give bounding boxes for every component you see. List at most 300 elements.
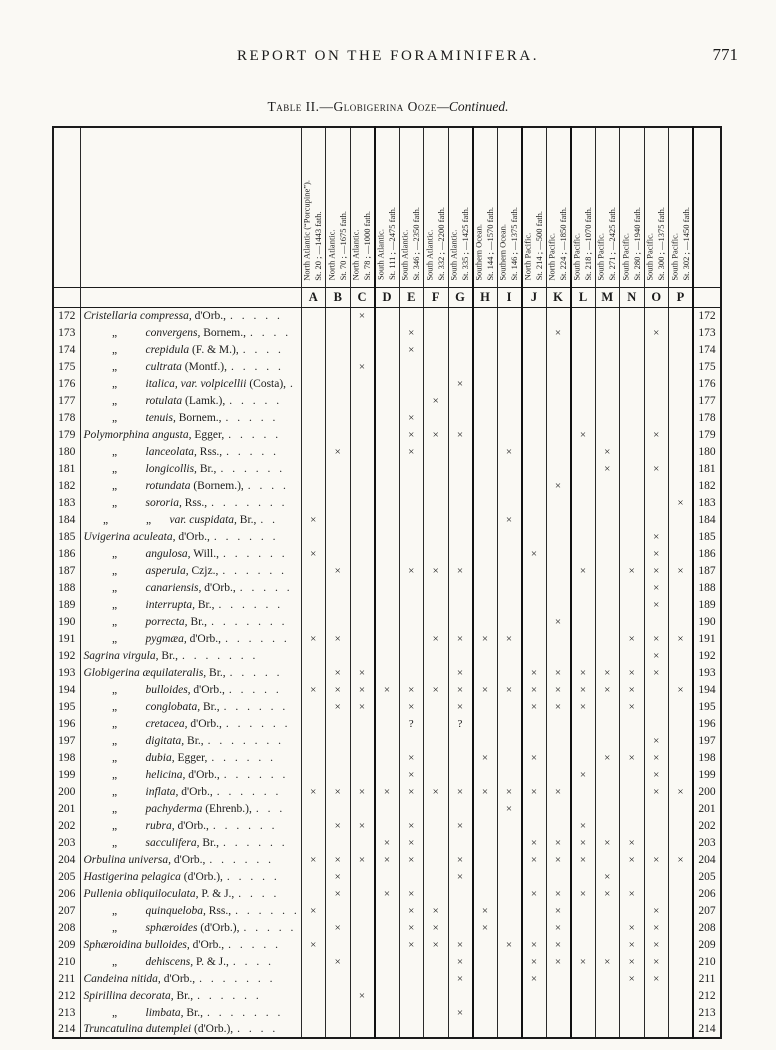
species-authority: (Ehrenb.), xyxy=(205,802,252,815)
occurrence-cell-205-K xyxy=(546,868,571,885)
occurrence-cell-210-P xyxy=(669,953,694,970)
occurrence-cell-202-A xyxy=(301,817,326,834)
station-depth: St. 214 ; —500 fath. xyxy=(534,211,544,281)
occurrence-cell-205-H xyxy=(473,868,498,885)
station-header-A xyxy=(301,127,326,287)
column-letter-B: B xyxy=(326,287,351,307)
occurrence-cell-186-A: × xyxy=(301,545,326,562)
occurrence-cell-208-P xyxy=(669,919,694,936)
occurrence-cell-195-B: × xyxy=(326,698,351,715)
occurrence-cell-189-P xyxy=(669,596,694,613)
occurrence-cell-182-H xyxy=(473,477,498,494)
species-row-183 xyxy=(53,494,721,511)
species-name xyxy=(80,375,301,392)
occurrence-cell-209-C xyxy=(350,936,375,953)
occurrence-cell-190-J xyxy=(522,613,547,630)
occurrence-cell-212-H xyxy=(473,987,498,1004)
species-row-203 xyxy=(53,834,721,851)
occurrence-cell-192-A xyxy=(301,647,326,664)
species-row-172 xyxy=(53,307,721,324)
occurrence-cell-201-A xyxy=(301,800,326,817)
occurrence-cell-175-L xyxy=(571,358,596,375)
occurrence-cell-174-A xyxy=(301,341,326,358)
dot-leader: . . . . . . . xyxy=(199,972,276,985)
occurrence-cell-177-O xyxy=(644,392,669,409)
row-number-left: 203 xyxy=(58,836,76,849)
occurrence-cell-179-P xyxy=(669,426,694,443)
species-name xyxy=(80,477,301,494)
ditto-mark: „ xyxy=(111,836,118,849)
species-authority: d'Orb., xyxy=(173,853,206,866)
row-number-left: 192 xyxy=(58,649,76,662)
rotated-station-label xyxy=(596,207,619,281)
species-epithet: var. cuspidata, xyxy=(169,513,237,526)
species-row-197 xyxy=(53,732,721,749)
dot-leader: . . . . xyxy=(250,326,292,339)
occurrence-cell-194-M: × xyxy=(595,681,620,698)
species-row-204 xyxy=(53,851,721,868)
occurrence-cell-192-H xyxy=(473,647,498,664)
species-name xyxy=(80,800,301,817)
occurrence-cell-174-B xyxy=(326,341,351,358)
occurrence-cell-204-L: × xyxy=(571,851,596,868)
station-depth: St. 280 ; —1940 fath. xyxy=(631,206,642,281)
occurrence-cell-177-C xyxy=(350,392,375,409)
species-authority: d'Orb., xyxy=(188,768,220,781)
occurrence-cell-178-M xyxy=(595,409,620,426)
species-name xyxy=(80,987,301,1004)
occurrence-cell-177-M xyxy=(595,392,620,409)
occurrence-cell-190-M xyxy=(595,613,620,630)
occurrence-cell-195-K: × xyxy=(546,698,571,715)
occurrence-cell-211-D xyxy=(375,970,400,987)
dot-leader: . . . . . . xyxy=(220,462,286,475)
row-number-right: 208 xyxy=(693,919,721,936)
species-authority: (d'Orb.), xyxy=(183,870,223,883)
occurrence-cell-199-I xyxy=(497,766,522,783)
occurrence-cell-177-J xyxy=(522,392,547,409)
species-authority: Br., xyxy=(186,1006,204,1019)
station-header-M xyxy=(595,127,620,287)
occurrence-cell-181-B xyxy=(326,460,351,477)
occurrence-cell-188-G xyxy=(448,579,473,596)
occurrence-cell-174-J xyxy=(522,341,547,358)
column-letter-M: M xyxy=(595,287,620,307)
occurrence-cell-213-J xyxy=(522,1004,547,1021)
column-letter-O: O xyxy=(644,287,669,307)
occurrence-cell-214-K xyxy=(546,1021,571,1038)
occurrence-cell-210-F xyxy=(424,953,449,970)
occurrence-cell-198-I xyxy=(497,749,522,766)
row-number-left: 179 xyxy=(58,428,76,441)
occurrence-cell-194-I: × xyxy=(497,681,522,698)
occurrence-cell-195-A xyxy=(301,698,326,715)
occurrence-cell-210-E xyxy=(399,953,424,970)
occurrence-cell-201-D xyxy=(375,800,400,817)
occurrence-cell-194-J: × xyxy=(522,681,547,698)
occurrence-cell-211-P xyxy=(669,970,694,987)
species-name xyxy=(80,749,301,766)
occurrence-cell-204-K: × xyxy=(546,851,571,868)
station-depth: St. 224 ; —1850 fath. xyxy=(558,206,568,281)
occurrence-cell-205-C xyxy=(350,868,375,885)
species-name xyxy=(80,392,301,409)
row-number-right: 191 xyxy=(693,630,721,647)
occurrence-cell-193-F xyxy=(424,664,449,681)
dot-leader: . . . . . xyxy=(243,921,297,934)
row-number-left: 193 xyxy=(58,666,76,679)
occurrence-cell-174-H xyxy=(473,341,498,358)
species-row-186 xyxy=(53,545,721,562)
column-letter-C: C xyxy=(350,287,375,307)
occurrence-cell-208-M xyxy=(595,919,620,936)
species-epithet: italica, var. volpicellii xyxy=(145,377,247,390)
occurrence-cell-213-M xyxy=(595,1004,620,1021)
row-number-left: 185 xyxy=(58,530,76,543)
occurrence-cell-208-E: × xyxy=(399,919,424,936)
occurrence-cell-201-O xyxy=(644,800,669,817)
species-epithet: cretacea, xyxy=(145,717,188,730)
occurrence-cell-175-O xyxy=(644,358,669,375)
occurrence-cell-180-D xyxy=(375,443,400,460)
occurrence-cell-177-I xyxy=(497,392,522,409)
occurrence-cell-178-P xyxy=(669,409,694,426)
occurrence-cell-210-D xyxy=(375,953,400,970)
occurrence-cell-180-J xyxy=(522,443,547,460)
row-number-left: 202 xyxy=(58,819,76,832)
species-name xyxy=(80,817,301,834)
species-authority: (Montf.), xyxy=(184,360,227,373)
row-number-left: 175 xyxy=(58,360,76,373)
occurrence-cell-177-H xyxy=(473,392,498,409)
occurrence-cell-199-G xyxy=(448,766,473,783)
occurrence-cell-177-A xyxy=(301,392,326,409)
row-number-right: 203 xyxy=(693,834,721,851)
species-name xyxy=(80,307,301,324)
species-authority: Br., xyxy=(203,700,220,713)
row-number-right: 201 xyxy=(693,800,721,817)
occurrence-cell-187-E: × xyxy=(399,562,424,579)
dot-leader: . . . . . xyxy=(226,445,280,458)
occurrence-cell-192-G xyxy=(448,647,473,664)
occurrence-cell-212-M xyxy=(595,987,620,1004)
occurrence-cell-213-I xyxy=(497,1004,522,1021)
species-row-182 xyxy=(53,477,721,494)
occurrence-cell-212-D xyxy=(375,987,400,1004)
occurrence-cell-199-A xyxy=(301,766,326,783)
occurrence-cell-176-D xyxy=(375,375,400,392)
occurrence-cell-206-B: × xyxy=(326,885,351,902)
occurrence-cell-179-O: × xyxy=(644,426,669,443)
station-location: South Pacific. xyxy=(571,232,582,281)
occurrence-cell-183-N xyxy=(620,494,645,511)
occurrence-cell-190-H xyxy=(473,613,498,630)
occurrence-cell-208-L xyxy=(571,919,596,936)
occurrence-cell-212-B xyxy=(326,987,351,1004)
species-authority: Bornem., xyxy=(178,411,222,424)
species-name xyxy=(80,494,301,511)
occurrence-cell-194-B: × xyxy=(326,681,351,698)
species-authority: Rss., xyxy=(199,445,223,458)
occurrence-cell-187-F: × xyxy=(424,562,449,579)
occurrence-cell-191-J xyxy=(522,630,547,647)
occurrence-cell-175-I xyxy=(497,358,522,375)
occurrence-cell-192-E xyxy=(399,647,424,664)
occurrence-cell-209-M xyxy=(595,936,620,953)
occurrence-cell-197-E xyxy=(399,732,424,749)
occurrence-cell-212-E xyxy=(399,987,424,1004)
station-depth: St. 346 ; —2350 fath. xyxy=(411,206,422,281)
occurrence-cell-203-E: × xyxy=(399,834,424,851)
occurrence-cell-180-P xyxy=(669,443,694,460)
occurrence-cell-207-E: × xyxy=(399,902,424,919)
occurrence-cell-172-D xyxy=(375,307,400,324)
occurrence-cell-180-O xyxy=(644,443,669,460)
occurrence-cell-211-K xyxy=(546,970,571,987)
species-authority: (Lamk.), xyxy=(185,394,226,407)
occurrence-cell-196-J xyxy=(522,715,547,732)
species-column-head xyxy=(80,127,301,287)
occurrence-cell-172-G xyxy=(448,307,473,324)
occurrence-cell-191-H: × xyxy=(473,630,498,647)
occurrence-cell-209-I: × xyxy=(497,936,522,953)
occurrence-cell-184-O xyxy=(644,511,669,528)
occurrence-cell-193-A xyxy=(301,664,326,681)
occurrence-cell-190-P xyxy=(669,613,694,630)
row-number-right: 194 xyxy=(693,681,721,698)
occurrence-cell-212-A xyxy=(301,987,326,1004)
occurrence-cell-172-B xyxy=(326,307,351,324)
occurrence-cell-185-L xyxy=(571,528,596,545)
occurrence-cell-190-K: × xyxy=(546,613,571,630)
occurrence-cell-211-M xyxy=(595,970,620,987)
station-depth: St. 335 ; —1425 fath. xyxy=(460,206,470,281)
occurrence-cell-180-M: × xyxy=(595,443,620,460)
occurrence-cell-172-L xyxy=(571,307,596,324)
corner-left xyxy=(53,127,80,287)
occurrence-cell-209-P xyxy=(669,936,694,953)
occurrence-cell-185-A xyxy=(301,528,326,545)
occurrence-cell-203-J: × xyxy=(522,834,547,851)
occurrence-cell-191-M xyxy=(595,630,620,647)
occurrence-cell-187-G: × xyxy=(448,562,473,579)
dot-leader: . . . . . xyxy=(239,581,293,594)
station-header-B xyxy=(326,127,351,287)
occurrence-cell-192-I xyxy=(497,647,522,664)
occurrence-cell-204-F xyxy=(424,851,449,868)
dot-leader: . . . . xyxy=(242,343,284,356)
row-number-right: 211 xyxy=(693,970,721,987)
occurrence-cell-176-H xyxy=(473,375,498,392)
station-location: North Atlantic (“Porcupine”). xyxy=(301,179,312,281)
table-body xyxy=(53,307,721,1038)
occurrence-cell-211-C xyxy=(350,970,375,987)
rotated-station-label xyxy=(620,207,643,281)
occurrence-cell-173-D xyxy=(375,324,400,341)
occurrence-cell-185-F xyxy=(424,528,449,545)
species-name xyxy=(80,902,301,919)
occurrence-cell-197-O: × xyxy=(644,732,669,749)
column-letter-G: G xyxy=(448,287,473,307)
occurrence-cell-196-C xyxy=(350,715,375,732)
occurrence-cell-196-F xyxy=(424,715,449,732)
dot-leader: . . . . . . . xyxy=(207,734,285,747)
occurrence-cell-212-O xyxy=(644,987,669,1004)
species-epithet: rotulata xyxy=(145,394,183,407)
station-location: South Atlantic. xyxy=(424,229,435,281)
table-caption-continued: —Continued. xyxy=(436,99,509,114)
occurrence-cell-177-L xyxy=(571,392,596,409)
occurrence-cell-195-C: × xyxy=(350,698,375,715)
dot-leader: . . . . . . . xyxy=(181,649,259,662)
occurrence-cell-204-A: × xyxy=(301,851,326,868)
species-epithet: Hastigerina pelagica xyxy=(83,870,181,883)
column-letter-N: N xyxy=(620,287,645,307)
occurrence-cell-189-C xyxy=(350,596,375,613)
occurrence-cell-182-N xyxy=(620,477,645,494)
species-authority: Br., xyxy=(197,598,215,611)
occurrence-cell-214-J xyxy=(522,1021,547,1038)
occurrence-cell-180-A xyxy=(301,443,326,460)
occurrence-cell-206-J: × xyxy=(522,885,547,902)
row-number-right: 179 xyxy=(693,426,721,443)
ditto-mark: „ xyxy=(111,904,118,917)
occurrence-cell-193-C: × xyxy=(350,664,375,681)
species-row-181 xyxy=(53,460,721,477)
species-row-180 xyxy=(53,443,721,460)
occurrence-cell-185-M xyxy=(595,528,620,545)
station-depth: St. 146 ; —1375 fath. xyxy=(509,206,519,281)
species-name xyxy=(80,834,301,851)
occurrence-cell-194-K: × xyxy=(546,681,571,698)
occurrence-cell-186-O: × xyxy=(644,545,669,562)
station-header-L xyxy=(571,127,596,287)
rotated-station-label xyxy=(449,207,472,281)
species-authority: Br., xyxy=(187,734,204,747)
station-location: South Pacific. xyxy=(669,232,679,281)
occurrence-cell-184-L xyxy=(571,511,596,528)
occurrence-cell-202-L: × xyxy=(571,817,596,834)
letter-blank-right xyxy=(693,287,721,307)
occurrence-cell-178-O xyxy=(644,409,669,426)
occurrence-cell-188-A xyxy=(301,579,326,596)
occurrence-cell-193-N: × xyxy=(620,664,645,681)
occurrence-cell-200-D: × xyxy=(375,783,400,800)
dot-leader: . . . . xyxy=(232,955,275,968)
row-number-right: 199 xyxy=(693,766,721,783)
species-row-208 xyxy=(53,919,721,936)
occurrence-cell-190-L xyxy=(571,613,596,630)
occurrence-cell-209-K: × xyxy=(546,936,571,953)
column-letter-H: H xyxy=(473,287,498,307)
occurrence-cell-176-P xyxy=(669,375,694,392)
occurrence-cell-194-A: × xyxy=(301,681,326,698)
occurrence-cell-187-L: × xyxy=(571,562,596,579)
column-letter-P: P xyxy=(669,287,694,307)
occurrence-cell-179-J xyxy=(522,426,547,443)
occurrence-cell-211-O: × xyxy=(644,970,669,987)
occurrence-cell-201-F xyxy=(424,800,449,817)
station-depth: St. 111 ; —2475 fath. xyxy=(387,207,397,281)
occurrence-cell-206-P xyxy=(669,885,694,902)
row-number-left: 207 xyxy=(58,904,76,917)
row-number-left: 200 xyxy=(58,785,76,798)
occurrence-cell-199-H xyxy=(473,766,498,783)
species-row-196 xyxy=(53,715,721,732)
species-name xyxy=(80,426,301,443)
occurrence-cell-173-E: × xyxy=(399,324,424,341)
occurrence-cell-183-B xyxy=(326,494,351,511)
row-number-left: 177 xyxy=(58,394,76,407)
occurrence-cell-210-N: × xyxy=(620,953,645,970)
occurrence-cell-191-C xyxy=(350,630,375,647)
occurrence-cell-207-D xyxy=(375,902,400,919)
occurrence-cell-199-F xyxy=(424,766,449,783)
species-authority: Bornem., xyxy=(203,326,247,339)
occurrence-cell-208-I xyxy=(497,919,522,936)
occurrence-cell-198-J: × xyxy=(522,749,547,766)
occurrence-cell-184-F xyxy=(424,511,449,528)
dot-leader: . . . . . xyxy=(228,428,282,441)
species-epithet: convergens, xyxy=(145,326,201,339)
occurrence-cell-183-K xyxy=(546,494,571,511)
occurrence-cell-202-H xyxy=(473,817,498,834)
station-location: South Atlantic. xyxy=(375,229,386,281)
occurrence-cell-188-F xyxy=(424,579,449,596)
occurrence-cell-212-I xyxy=(497,987,522,1004)
species-authority: d'Orb., xyxy=(163,972,196,985)
occurrence-cell-175-F xyxy=(424,358,449,375)
row-number-left: 172 xyxy=(58,309,76,322)
species-name xyxy=(80,715,301,732)
occurrence-cell-187-C xyxy=(350,562,375,579)
row-number-left: 181 xyxy=(58,462,76,475)
occurrence-cell-180-K xyxy=(546,443,571,460)
column-letter-I: I xyxy=(497,287,522,307)
occurrence-cell-177-D xyxy=(375,392,400,409)
occurrence-cell-192-J xyxy=(522,647,547,664)
row-number-left: 176 xyxy=(58,377,76,390)
occurrence-cell-178-B xyxy=(326,409,351,426)
species-epithet: canariensis, xyxy=(145,581,202,594)
rotated-station-label xyxy=(474,207,497,281)
row-number-left: 211 xyxy=(58,972,76,985)
occurrence-cell-178-L xyxy=(571,409,596,426)
occurrence-cell-202-D xyxy=(375,817,400,834)
occurrence-cell-191-F: × xyxy=(424,630,449,647)
occurrence-cell-185-K xyxy=(546,528,571,545)
occurrence-cell-182-E xyxy=(399,477,424,494)
column-letter-K: K xyxy=(546,287,571,307)
occurrence-cell-212-G xyxy=(448,987,473,1004)
occurrence-cell-214-C xyxy=(350,1021,375,1038)
species-row-175 xyxy=(53,358,721,375)
occurrence-cell-191-G: × xyxy=(448,630,473,647)
occurrence-cell-200-L xyxy=(571,783,596,800)
station-location: South Atlantic. xyxy=(399,229,410,281)
row-number-left: 214 xyxy=(58,1023,76,1035)
ditto-mark: „ xyxy=(102,513,109,526)
species-row-177 xyxy=(53,392,721,409)
occurrence-cell-186-E xyxy=(399,545,424,562)
occurrence-cell-188-L xyxy=(571,579,596,596)
occurrence-cell-186-J: × xyxy=(522,545,547,562)
species-epithet: dubia, xyxy=(145,751,175,764)
row-number-left: 204 xyxy=(58,853,76,866)
row-number-right: 183 xyxy=(693,494,721,511)
ditto-mark: „ xyxy=(111,581,118,594)
row-number-right: 205 xyxy=(693,868,721,885)
